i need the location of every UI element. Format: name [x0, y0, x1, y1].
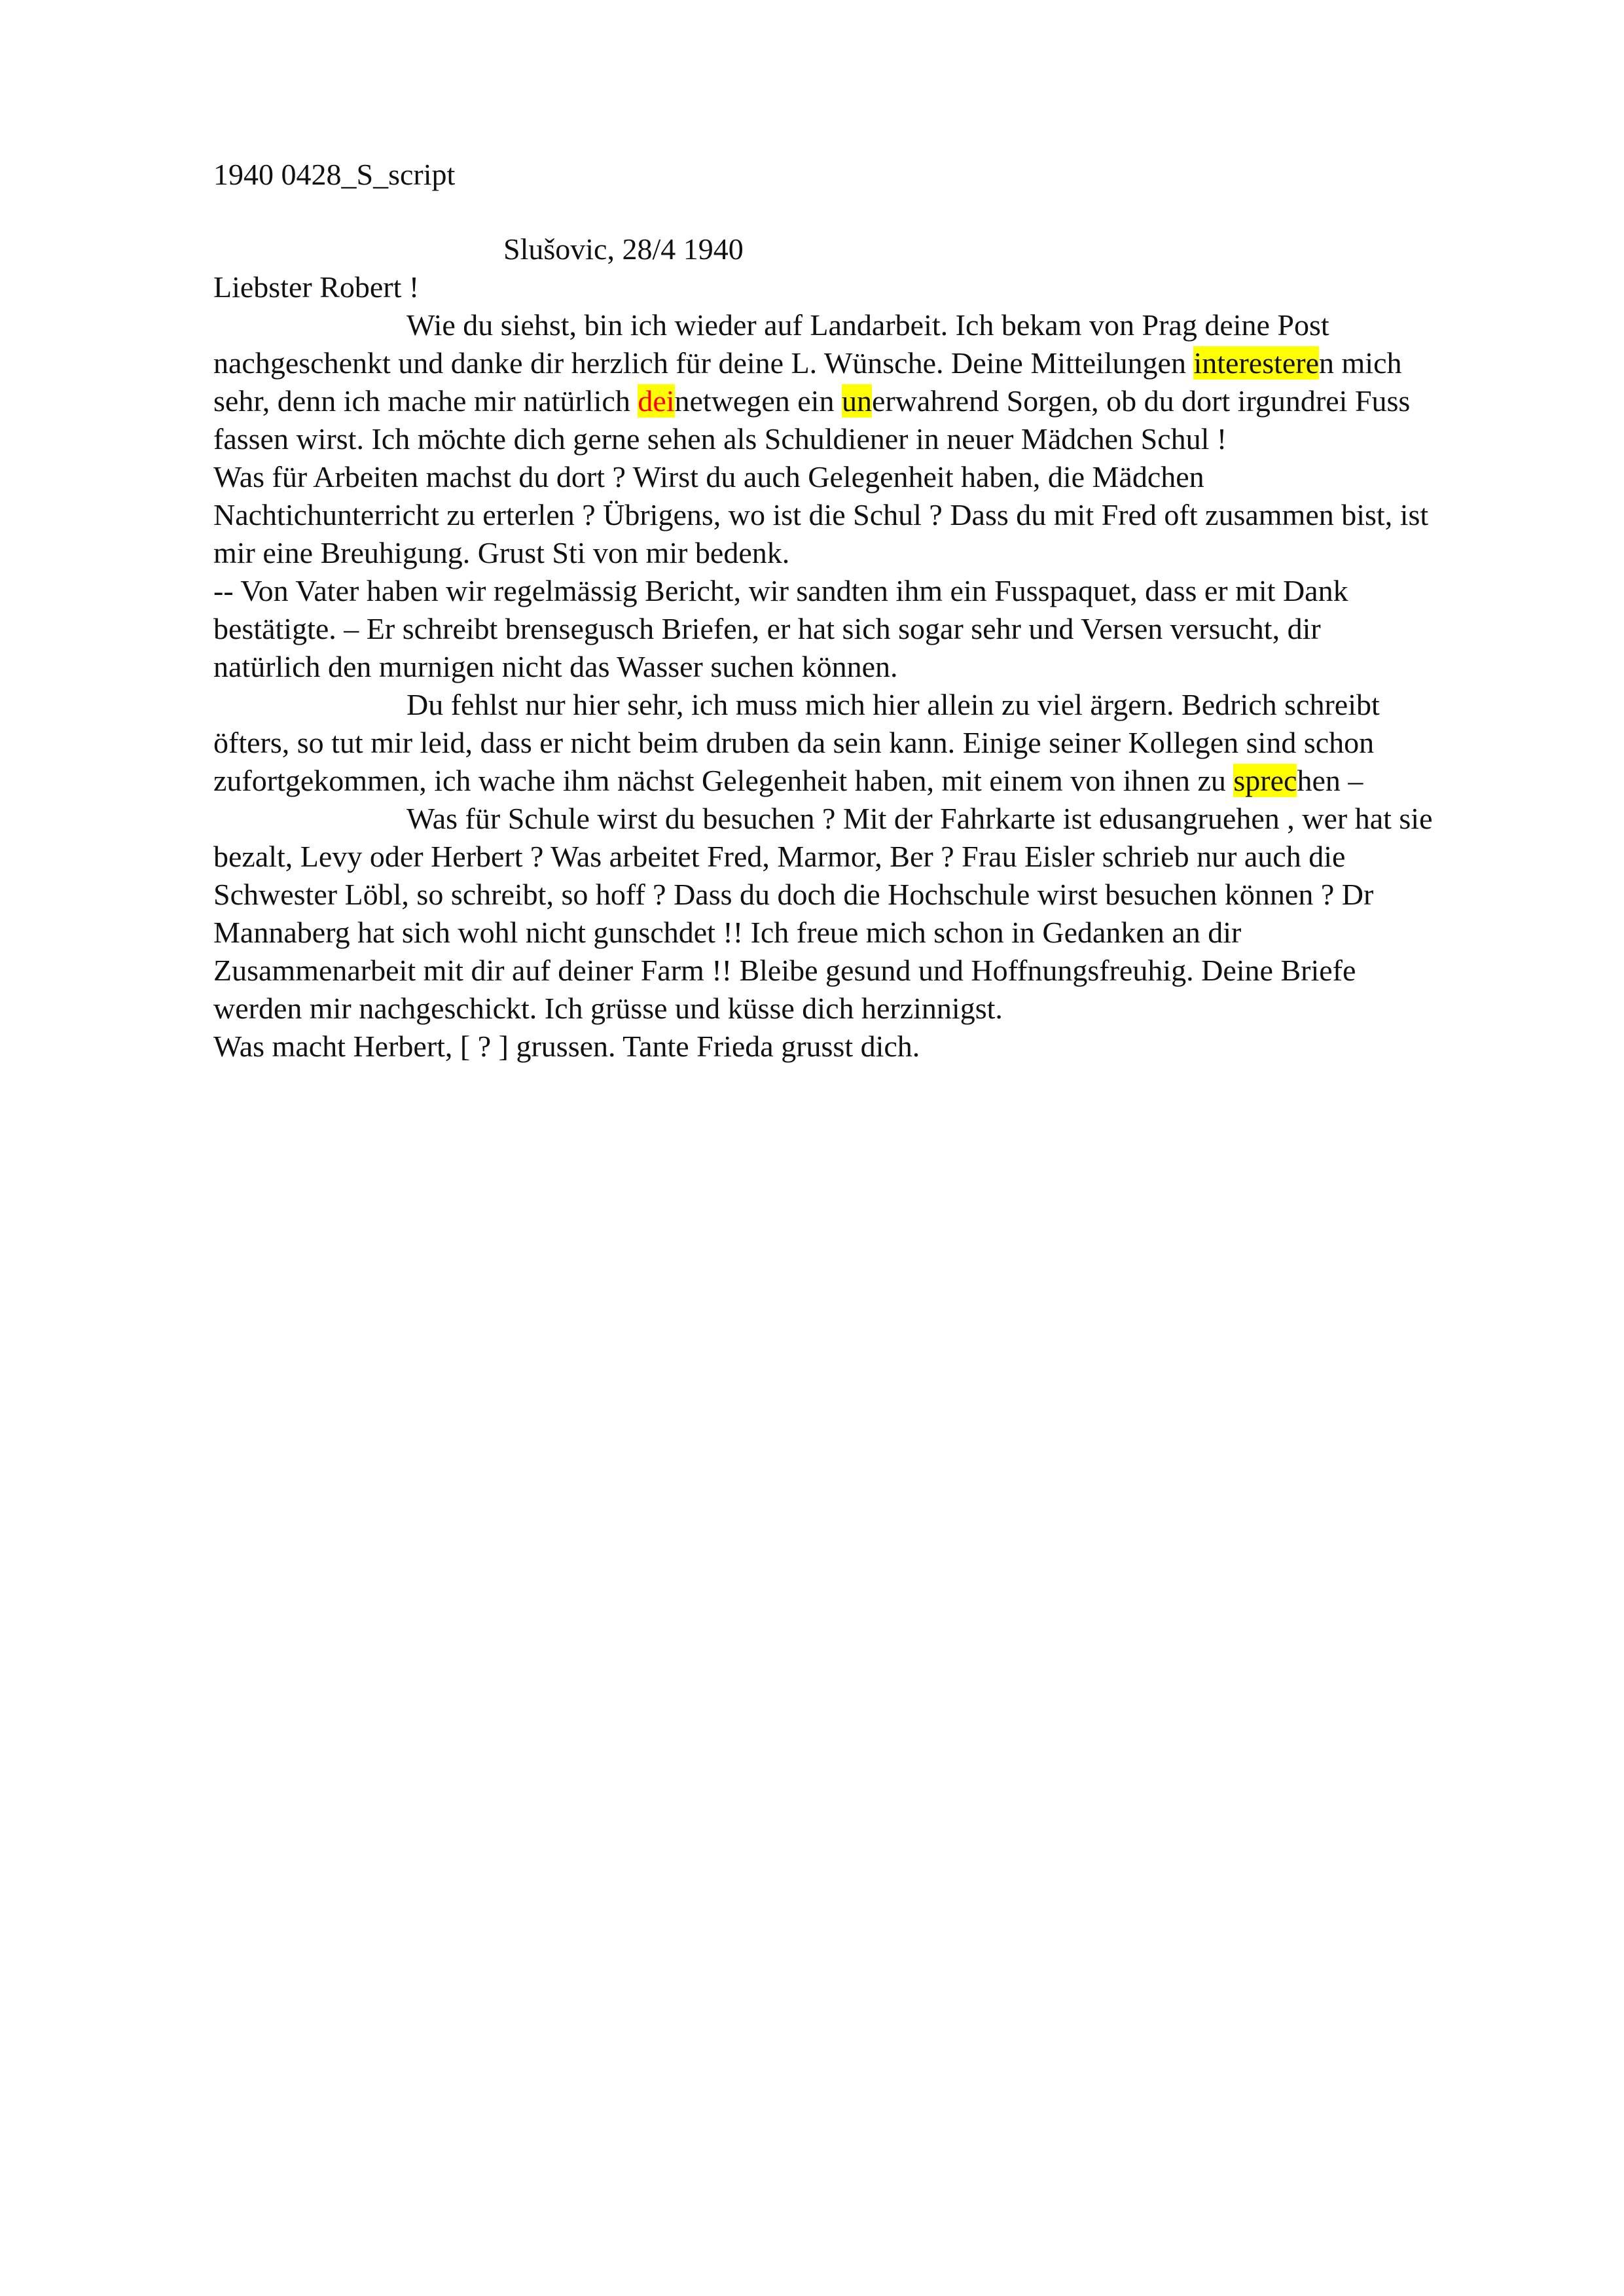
- letter-body: [213, 268, 1542, 1066]
- letter-line: Zusammenarbeit mit dir auf deiner Farm !! Bleibe gesund und Hoffnungsfreuhig. Deine Briefe: [213, 954, 1356, 987]
- letter-line: natürlich den murnigen nicht das Wasser suchen können.: [213, 650, 898, 683]
- letter-line: bestätigte. – Er schreibt brensegusch Briefen, er hat sich sogar sehr und Versen versucht, dir: [213, 612, 1321, 645]
- letter-line: Wie du siehst, bin ich wieder auf Landarbeit. Ich bekam von Prag deine Post: [406, 308, 1329, 342]
- line-text: hen –: [1297, 764, 1363, 797]
- document-title: 1940 0428_S_script: [213, 158, 456, 191]
- letter-line: [213, 382, 1542, 420]
- letter-line: werden mir nachgeschickt. Ich grüsse und küsse dich herzinnigst.: [213, 992, 1003, 1025]
- letter-line: öfters, so tut mir leid, dass er nicht beim druben da sein kann. Einige seiner Kollegen sind schon: [213, 726, 1375, 759]
- line-text: zufortgekommen, ich wache ihm nächst Gelegenheit haben, mit einem von ihnen zu: [213, 764, 1234, 797]
- letter-line: [213, 344, 1542, 382]
- line-text: erwahrend Sorgen, ob du dort irgundrei Fuss: [871, 384, 1411, 418]
- line-text: netwegen ein: [674, 384, 842, 418]
- line-text: sehr, denn ich mache mir natürlich: [213, 384, 638, 418]
- highlighted-word: interestere: [1193, 346, 1320, 380]
- letter-line: Du fehlst nur hier sehr, ich muss mich hier allein zu viel ärgern. Bedrich schreibt: [406, 688, 1380, 721]
- letter-line: Nachtichunterricht zu erterlen ? Übrigens, wo ist die Schul ? Dass du mit Fred oft zusammen bist, ist: [213, 498, 1429, 531]
- line-text: nachgeschenkt und danke dir herzlich für deine L. Wünsche. Deine Mitteilungen: [213, 346, 1194, 380]
- highlighted-word: sprec: [1233, 764, 1297, 797]
- letter-line: Was für Arbeiten machst du dort ? Wirst du auch Gelegenheit haben, die Mädchen: [213, 460, 1204, 493]
- letter-line: Was für Schule wirst du besuchen ? Mit der Fahrkarte ist edusangruehen , wer hat sie: [406, 802, 1433, 835]
- highlighted-word: un: [841, 384, 872, 418]
- line-text: n mich: [1319, 346, 1402, 380]
- letter-salutation: Liebster Robert !: [213, 270, 420, 304]
- letter-date-line: Slušovic, 28/4 1940: [503, 232, 744, 266]
- letter-line: bezalt, Levy oder Herbert ? Was arbeitet Fred, Marmor, Ber ? Frau Eisler schrieb nur auch die: [213, 840, 1346, 873]
- highlighted-word-red: dei: [638, 384, 675, 418]
- letter-line: -- Von Vater haben wir regelmässig Bericht, wir sandten ihm ein Fusspaquet, dass er mit Dank: [213, 574, 1348, 607]
- letter-line: fassen wirst. Ich möchte dich gerne sehen als Schuldiener in neuer Mädchen Schul !: [213, 422, 1227, 456]
- letter-line: Was macht Herbert, [ ? ] grussen. Tante Frieda grusst dich.: [213, 1030, 920, 1063]
- letter-line: Mannaberg hat sich wohl nicht gunschdet !! Ich freue mich schon in Gedanken an dir: [213, 916, 1242, 949]
- letter-line: [213, 762, 1542, 800]
- letter-line: mir eine Breuhigung. Grust Sti von mir bedenk.: [213, 536, 790, 569]
- letter-line: Schwester Löbl, so schreibt, so hoff ? Dass du doch die Hochschule wirst besuchen können ? Dr: [213, 878, 1374, 911]
